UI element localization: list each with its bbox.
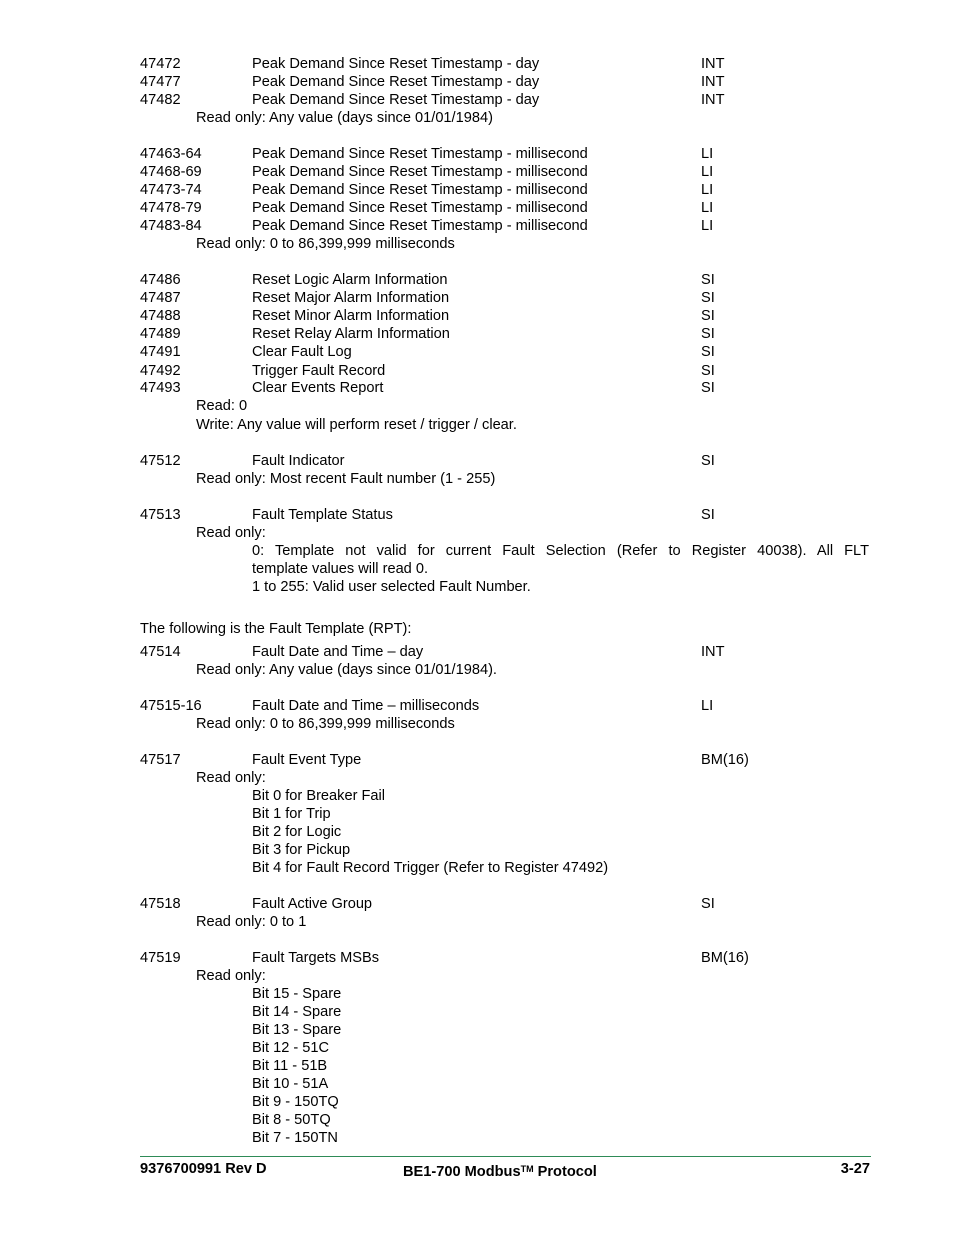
document-number: 9376700991 Rev D (140, 1161, 267, 1177)
register-type: LI (701, 200, 714, 216)
register-type: INT (701, 644, 725, 660)
register-name: Reset Relay Alarm Information (252, 326, 450, 342)
register-name: Peak Demand Since Reset Timestamp - millisecond (252, 200, 588, 216)
register-note: Write: Any value will perform reset / trigger / clear. (196, 417, 517, 433)
document-title (403, 1159, 597, 1179)
bit-item: Bit 3 for Pickup (252, 842, 351, 858)
register-address: 47478-79 (140, 200, 202, 216)
register-type: SI (701, 363, 715, 379)
register-type: SI (701, 896, 715, 912)
register-type: LI (701, 182, 714, 198)
document-title-suffix: Protocol (533, 1164, 597, 1180)
register-address: 47483-84 (140, 218, 202, 234)
register-note: Read only: Any value (days since 01/01/1984). (196, 662, 497, 678)
register-name: Clear Events Report (252, 380, 384, 396)
bit-item: Bit 2 for Logic (252, 824, 342, 840)
page-number: 3-27 (840, 1161, 870, 1177)
bit-item: Bit 4 for Fault Record Trigger (Refer to Register 47492) (252, 860, 609, 876)
register-type: SI (701, 326, 715, 342)
register-note: Read: 0 (196, 398, 248, 414)
register-address: 47487 (140, 290, 181, 306)
register-address: 47489 (140, 326, 181, 342)
document-title-text: BE1-700 Modbus (403, 1164, 521, 1180)
register-name: Trigger Fault Record (252, 363, 386, 379)
bit-item: Bit 9 - 150TQ (252, 1094, 339, 1110)
register-note: Read only: 0 to 86,399,999 milliseconds (196, 716, 455, 732)
register-name: Reset Logic Alarm Information (252, 272, 448, 288)
bit-item: Bit 7 - 150TN (252, 1130, 338, 1146)
register-name: Fault Targets MSBs (252, 950, 380, 966)
register-address: 47491 (140, 344, 181, 360)
register-address: 47517 (140, 752, 181, 768)
register-name: Fault Template Status (252, 507, 393, 523)
register-address: 47492 (140, 363, 181, 379)
register-address: 47486 (140, 272, 181, 288)
bit-item: Bit 8 - 50TQ (252, 1112, 331, 1128)
register-type: SI (701, 308, 715, 324)
register-address: 47463-64 (140, 146, 202, 162)
register-note: Read only: 0 to 86,399,999 milliseconds (196, 236, 455, 252)
register-address: 47519 (140, 950, 181, 966)
register-name: Fault Active Group (252, 896, 373, 912)
register-type: SI (701, 380, 715, 396)
register-name: Reset Minor Alarm Information (252, 308, 450, 324)
register-name: Peak Demand Since Reset Timestamp - millisecond (252, 164, 588, 180)
register-type: SI (701, 453, 715, 469)
register-address: 47477 (140, 74, 181, 90)
register-type: BM(16) (701, 752, 749, 768)
register-type: SI (701, 272, 715, 288)
register-name: Peak Demand Since Reset Timestamp - millisecond (252, 218, 588, 234)
register-name: Fault Indicator (252, 453, 345, 469)
register-name: Peak Demand Since Reset Timestamp - day (252, 56, 540, 72)
bit-item: Bit 15 - Spare (252, 986, 342, 1002)
register-name: Peak Demand Since Reset Timestamp - millisecond (252, 146, 588, 162)
template-status-text: 0: Template not valid for current Fault Selection (Refer to Register 40038). All FLT (252, 543, 869, 559)
bit-item: Bit 11 - 51B (252, 1058, 328, 1074)
register-note: Read only: Any value (days since 01/01/1984) (196, 110, 493, 126)
register-note: Read only: (196, 770, 266, 786)
template-status-text: template values will read 0. (252, 561, 429, 577)
register-address: 47472 (140, 56, 181, 72)
register-type: SI (701, 507, 715, 523)
register-address: 47488 (140, 308, 181, 324)
bit-item: Bit 13 - Spare (252, 1022, 342, 1038)
register-address: 47493 (140, 380, 181, 396)
register-type: LI (701, 218, 714, 234)
trademark-mark: TM (520, 1164, 534, 1174)
register-type: LI (701, 146, 714, 162)
register-name: Peak Demand Since Reset Timestamp - millisecond (252, 182, 588, 198)
register-note: Read only: Most recent Fault number (1 - 255) (196, 471, 496, 487)
register-address: 47468-69 (140, 164, 202, 180)
template-status-text: 1 to 255: Valid user selected Fault Number. (252, 579, 531, 595)
register-name: Peak Demand Since Reset Timestamp - day (252, 92, 540, 108)
register-name: Reset Major Alarm Information (252, 290, 450, 306)
bit-item: Bit 12 - 51C (252, 1040, 330, 1056)
register-type: INT (701, 56, 725, 72)
bit-item: Bit 10 - 51A (252, 1076, 329, 1092)
register-note: Read only: (196, 968, 266, 984)
footer-divider (140, 1156, 871, 1157)
register-name: Fault Event Type (252, 752, 362, 768)
register-type: BM(16) (701, 950, 749, 966)
register-name: Fault Date and Time – day (252, 644, 424, 660)
register-address: 47482 (140, 92, 181, 108)
register-address: 47513 (140, 507, 181, 523)
register-name: Fault Date and Time – milliseconds (252, 698, 480, 714)
bit-item: Bit 1 for Trip (252, 806, 331, 822)
register-type: LI (701, 698, 714, 714)
register-address: 47515-16 (140, 698, 202, 714)
register-type: LI (701, 164, 714, 180)
section-intro: The following is the Fault Template (RPT): (140, 621, 412, 637)
bit-item: Bit 14 - Spare (252, 1004, 342, 1020)
register-address: 47518 (140, 896, 181, 912)
register-note: Read only: (196, 525, 266, 541)
bit-item: Bit 0 for Breaker Fail (252, 788, 386, 804)
register-type: INT (701, 92, 725, 108)
register-address: 47473-74 (140, 182, 202, 198)
register-name: Clear Fault Log (252, 344, 352, 360)
register-type: SI (701, 290, 715, 306)
register-note: Read only: 0 to 1 (196, 914, 307, 930)
register-type: SI (701, 344, 715, 360)
register-type: INT (701, 74, 725, 90)
register-address: 47514 (140, 644, 181, 660)
register-address: 47512 (140, 453, 181, 469)
register-name: Peak Demand Since Reset Timestamp - day (252, 74, 540, 90)
